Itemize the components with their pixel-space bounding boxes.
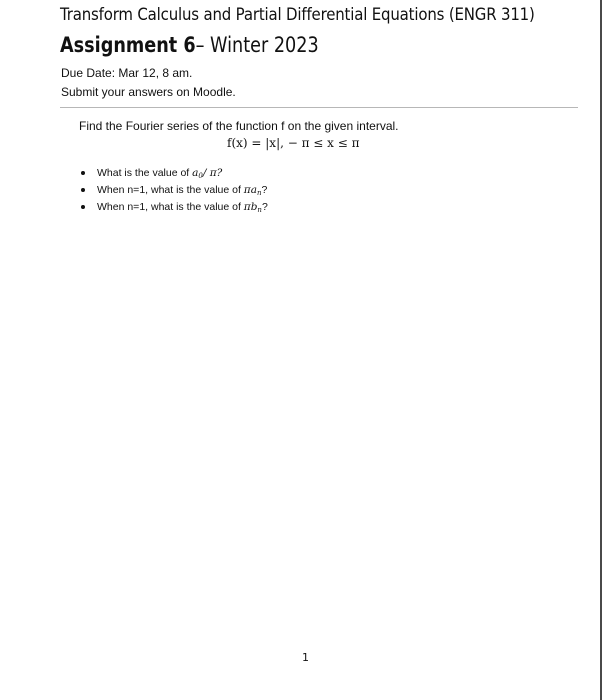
question-variable: a (192, 167, 199, 179)
question-suffix: ? (261, 201, 268, 213)
question-suffix: / π? (202, 167, 223, 179)
assignment-separator: – (195, 33, 205, 57)
bullet-icon (81, 171, 85, 175)
question-subscript: n (257, 206, 262, 214)
question-symbol (244, 184, 262, 196)
function-equation: f(x) = |x|, − π ≤ x ≤ π (227, 136, 360, 150)
question-variable: πa (243, 184, 257, 196)
question-subscript: n (256, 189, 262, 197)
question-text: What is the value of (97, 167, 193, 179)
due-date: Due Date: Mar 12, 8 am. (61, 66, 193, 80)
bullet-icon (81, 188, 85, 192)
course-title: Transform Calculus and Partial Differential Equations (ENGR 311) (60, 5, 535, 25)
question-text: When n=1, what is the value of (97, 184, 244, 196)
question-subscript: 0 (198, 172, 203, 180)
assignment-label: Assignment 6 (60, 33, 196, 57)
question-item (79, 165, 268, 182)
question-symbol (192, 167, 203, 179)
question-suffix: ? (261, 184, 268, 196)
question-item (79, 199, 268, 216)
question-text: When n=1, what is the value of (97, 201, 244, 213)
question-item (79, 182, 268, 199)
assignment-term: Winter 2023 (204, 33, 319, 57)
problem-prompt: Find the Fourier series of the function f on the given interval. (79, 119, 399, 133)
assignment-title (60, 33, 319, 57)
section-divider (60, 107, 578, 108)
question-symbol (244, 201, 262, 213)
submission-note: Submit your answers on Moodle. (61, 85, 236, 99)
question-variable: πb (243, 201, 258, 213)
bullet-icon (81, 205, 85, 209)
question-list (79, 165, 268, 216)
page-number: 1 (302, 651, 309, 664)
